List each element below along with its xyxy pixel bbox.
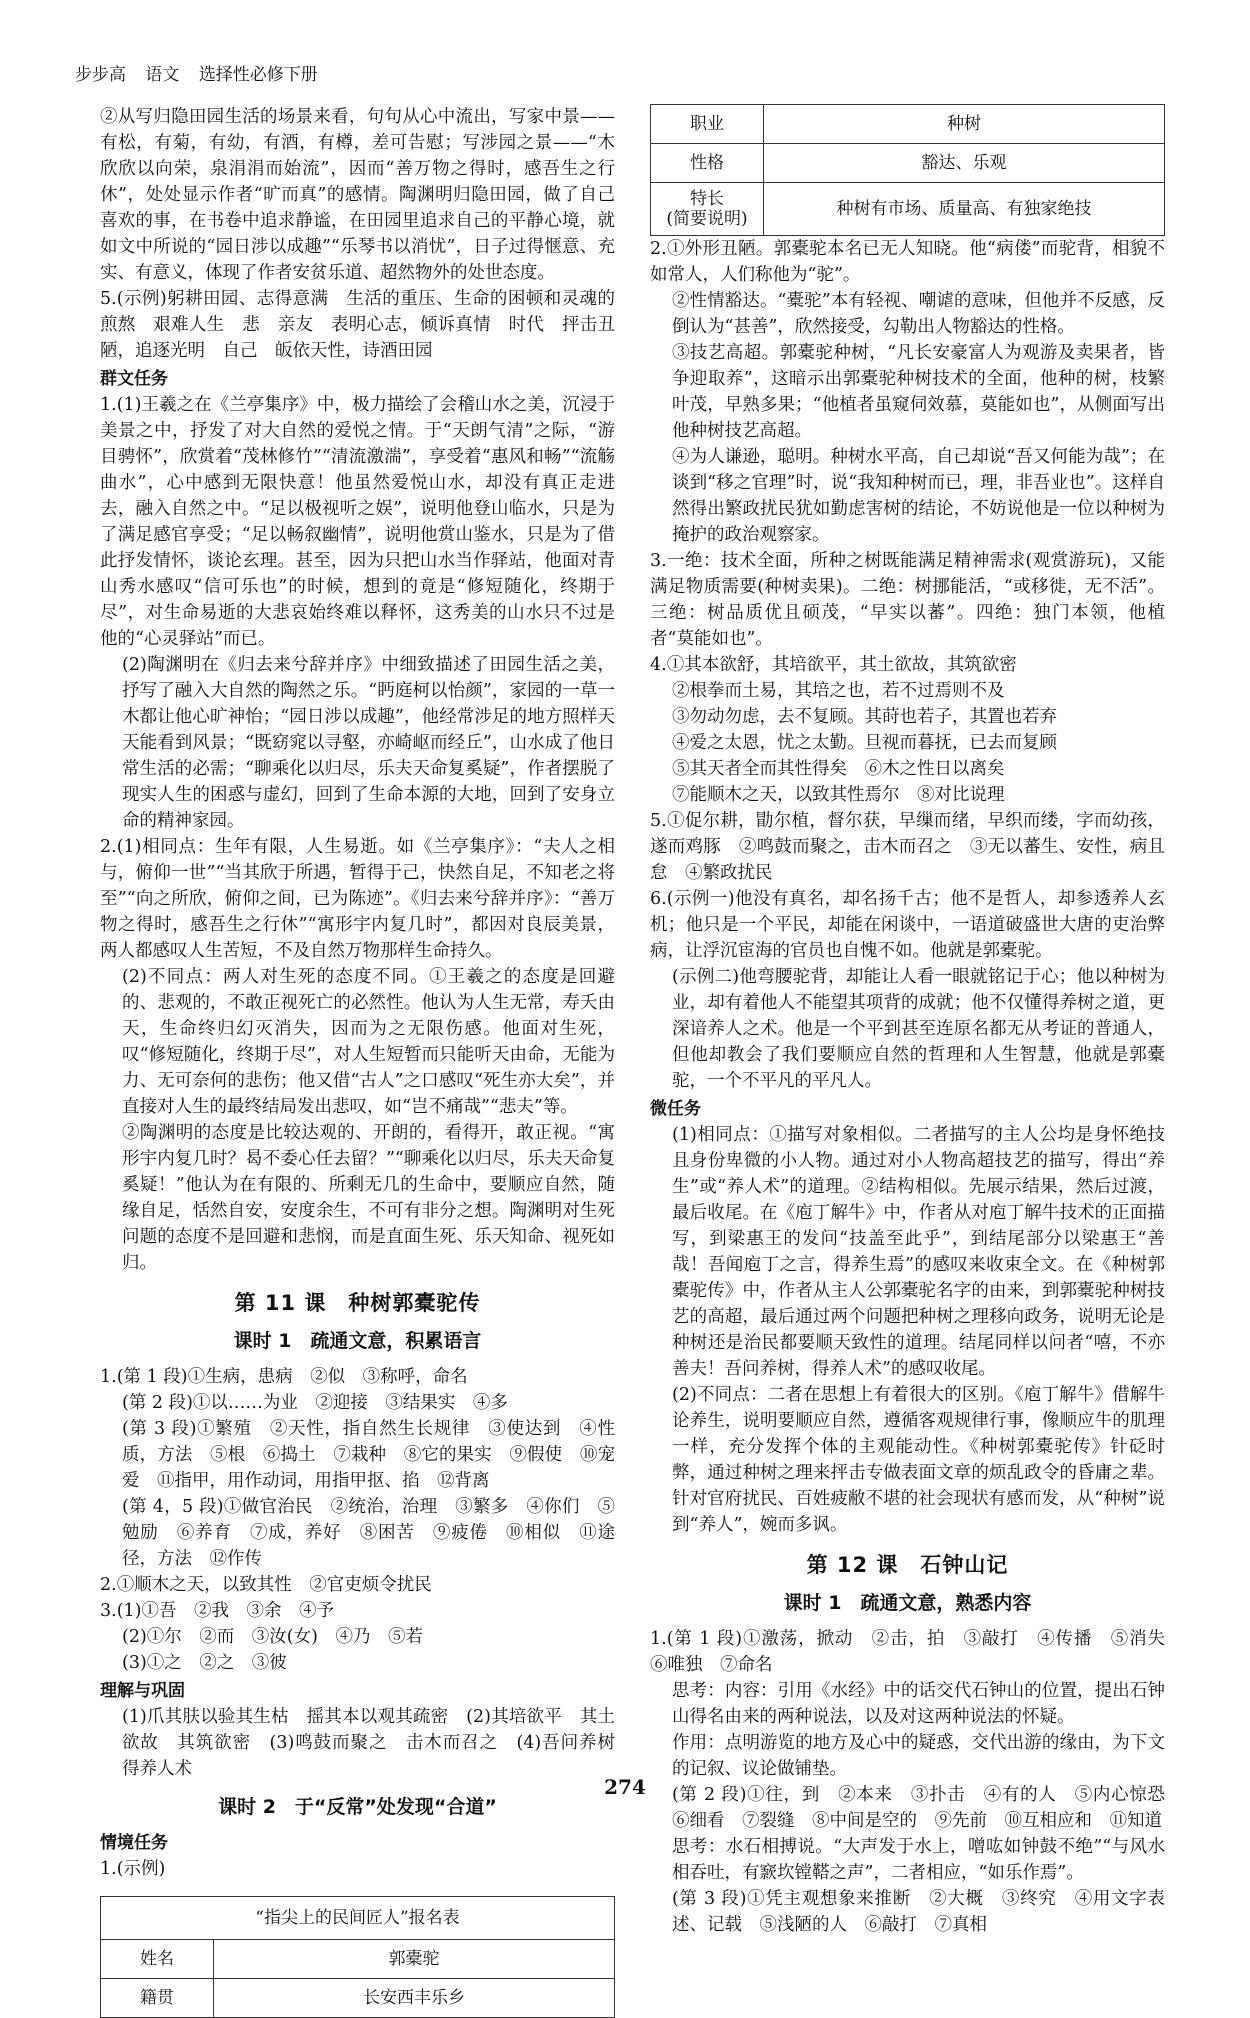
paragraph: ③勿动勿虑，去不复顾。其莳也若子，其置也若弃 — [672, 707, 1057, 727]
paragraph: 2.①顺木之天，以致其性 ②官吏烦令扰民 — [100, 1575, 432, 1595]
section-heading: 微任务 — [650, 1099, 701, 1119]
paragraph: 5.(示例)躬耕田园、志得意满 生活的重压、生命的困顿和灵魂的煎熬 艰难人生 悲 亲友 表明心志，倾诉真情 时代 抨击丑陋，追逐光明 自己 皈依天性，诗酒田园 — [100, 289, 615, 361]
paragraph: 5.①促尔耕，勖尔植，督尔获，早缫而绪，早织而缕，字而幼孩，遂而鸡豚 ②鸣鼓而聚之，击木而召之 ③无以蕃生、安性，病且怠 ④繁政扰民 — [650, 811, 1165, 883]
running-header — [75, 60, 332, 85]
table-cell-key: 职业 — [651, 105, 764, 144]
paragraph: 3.一绝：技术全面，所种之树既能满足精神需求(观赏游玩)，又能满足物质需要(种树卖果)。二绝：树挪能活，“或移徙，无不活”。三绝：树品质优且硕茂，“早实以蕃”。四绝：独门本领，他植者“莫能如也”。 — [650, 551, 1165, 649]
paragraph: ⑦能顺木之天，以致其性焉尔 ⑧对比说理 — [672, 785, 1005, 805]
paragraph: 2.(1)相同点：生年有限，人生易逝。如《兰亭集序》：“夫人之相与，俯仰一世”“当其欣于所遇，暂得于己，快然自足，不知老之将至”“向之所欣，俯仰之间，已为陈迹”。《归去来兮辞并序》：“善万物之得时，感吾生之行休”“寓形宇内复几时”，都因对良辰美景，两人都感叹人生苦短，不及自然万物那样生命持久。 — [100, 837, 615, 961]
paragraph: ③技艺高超。郭橐驼种树，“凡长安豪富人为观游及卖果者，皆争迎取养”，这暗示出郭橐驼种树技术的全面，他种的树，枝繁叶茂，早熟多果；“他植者虽窥伺效慕，莫能如也”，从侧面写出他种树技艺高超。 — [672, 343, 1165, 441]
registration-table-part2 — [650, 104, 1165, 236]
table-row — [101, 1979, 615, 2018]
book-name: 步步高 — [75, 65, 126, 85]
table-row — [101, 1940, 615, 1979]
paragraph: ②陶渊明的态度是比较达观的、开朗的，看得开，敢正视。“寓形宇内复几时？曷不委心任去留？”“聊乘化以归尽，乐夫天命复奚疑！”他认为在有限的、所剩无几的生命中，要顺应自然，随缘自足，恬然自安，安度余生，不可有非分之想。陶渊明对生死问题的态度不是回避和悲悯，而是直面生死、乐天知命、视死如归。 — [122, 1123, 615, 1273]
paragraph: 思考：内容：引用《水经》中的话交代石钟山的位置，提出石钟山得名由来的两种说法，以及对这两种说法的怀疑。 — [672, 1681, 1165, 1727]
table-row — [651, 183, 1165, 236]
paragraph: 1.(第 1 段)①生病，患病 ②似 ③称呼，命名 — [100, 1367, 468, 1387]
table-cell-value: 种树有市场、质量高、有独家绝技 — [764, 183, 1165, 236]
paragraph: 3.(1)①吾 ②我 ③余 ④予 — [100, 1601, 334, 1621]
table-cell-key: 籍贯 — [101, 1979, 214, 2018]
subject-name: 语文 — [145, 65, 180, 85]
paragraph: ②从写归隐田园生活的场景来看，句句从心中流出，写家中景——有松，有菊，有幼，有酒，有樽，差可告慰；写涉园之景——“木欣欣以向荣，泉涓涓而始流”，因而“善万物之得时，感吾生之行休”，处处显示作者“旷而真”的感情。陶渊明归隐田园，做了自己喜欢的事，在书卷中追求静谧，在田园里追求自己的平静心境，就如文中所说的“园日涉以成趣”“乐琴书以消忧”，日子过得惬意、充实、有意义，体现了作者安贫乐道、超然物外的处世态度。 — [100, 107, 615, 283]
paragraph: (2)①尔 ②而 ③汝(女) ④乃 ⑤若 — [122, 1627, 423, 1647]
paragraph: (第 2 段)①往，到 ②本来 ③扑击 ④有的人 ⑤内心惊恐 ⑥细看 ⑦裂缝 ⑧中间是空的 ⑨先前 ⑩互相应和 ⑪知道 — [672, 1785, 1183, 1831]
section-heading: 群文任务 — [100, 369, 168, 389]
paragraph: ④为人谦逊，聪明。种树水平高，自己却说“吾又何能为哉”；在谈到“移之官理”时，说“我知种树而已，理，非吾业也”。这样自然得出繁政扰民犹如勤虑害树的结论，不妨说他是一位以种树为掩护的政治观察家。 — [672, 447, 1165, 545]
paragraph: ②性情豁达。“橐驼”本有轻视、嘲谑的意味，但他并不反感，反倒认为“甚善”，欣然接受，勾勒出人物豁达的性格。 — [672, 291, 1165, 337]
paragraph: (1)相同点：①描写对象相似。二者描写的主人公均是身怀绝技且身份卑微的小人物。通过对小人物高超技艺的描写，得出“养生”或“养人术”的道理。②结构相似。先展示结果，然后过渡，最后收尾。在《庖丁解牛》中，作者从对庖丁解牛技术的正面描写，到梁惠王的发问“技盖至此乎”，到结尾部分以梁惠王“善哉！吾闻庖丁之言，得养生焉”的感叹来收束全文。在《种树郭橐驼传》中，作者从主人公郭橐驼名字的由来，到郭橐驼种树技艺的高超，最后通过两个问题把种树之理移向政务，说明无论是种树还是治民都要顺天致性的道理。结尾同样以问者“嘻，不亦善夫！吾问养树，得养人术”的感叹收尾。 — [672, 1125, 1165, 1379]
paragraph: (2)不同点：二者在思想上有着很大的区别。《庖丁解牛》借解牛论养生，说明要顺应自然，遵循客观规律行事，像顺应牛的肌理一样，充分发挥个体的主观能动性。《种树郭橐驼传》针砭时弊，通过种树之理来抨击专做表面文章的烦乱政令的昏庸之辈。针对官府扰民、百姓疲敝不堪的社会现状有感而发，从“种树”说到“养人”，婉而多讽。 — [672, 1385, 1165, 1535]
paragraph: ⑤其天者全而其性得矣 ⑥木之性日以离矣 — [672, 759, 1005, 779]
lesson-title: 第 11 课 种树郭橐驼传 — [234, 1291, 481, 1315]
paragraph: (第 4，5 段)①做官治民 ②统治，治理 ③繁多 ④你们 ⑤勉励 ⑥养育 ⑦成，养好 ⑧困苦 ⑨疲倦 ⑩相似 ⑪途径，方法 ⑫作传 — [122, 1497, 615, 1569]
table-cell-key: 特长 (简要说明) — [651, 183, 764, 236]
paragraph: 4.①其本欲舒，其培欲平，其土欲故，其筑欲密 — [650, 655, 1017, 675]
period-title: 课时 2 于“反常”处发现“合道” — [218, 1796, 497, 1818]
paragraph: (第 2 段)①以……为业 ②迎接 ③结果实 ④多 — [122, 1393, 508, 1413]
paragraph: (2)陶渊明在《归去来兮辞并序》中细致描述了田园生活之美，抒写了融入大自然的陶然之乐。“眄庭柯以怡颜”，家园的一草一木都让他心旷神怡；“园日涉以成趣”，他经常涉足的地方照样天天能看到风景；“既窈窕以寻壑，亦崎岖而经丘”，山水成了他日常生活的必需；“聊乘化以归尽，乐夫天命复奚疑”，作者摆脱了现实人生的困惑与虚幻，回到了生命本源的大地，回到了安身立命的精神家园。 — [122, 655, 615, 831]
paragraph: 作用：点明游览的地方及心中的疑惑，交代出游的缘由，为下文的记叙、议论做铺垫。 — [672, 1733, 1165, 1779]
registration-table-part1 — [100, 1939, 615, 2018]
page-number: 274 — [604, 1775, 646, 1799]
table-cell-key: 姓名 — [101, 1940, 214, 1979]
table-cell-key: 性格 — [651, 144, 764, 183]
table-cell-value: 长安西丰乐乡 — [214, 1979, 615, 2018]
lesson-title: 第 12 课 石钟山记 — [806, 1553, 1009, 1577]
table-row — [651, 144, 1165, 183]
paragraph: 6.(示例一)他没有真名，却名扬千古；他不是哲人，却参透养人玄机；他只是一个平民，却能在闲谈中，一语道破盛世大唐的吏治弊病，让浮沉宦海的官员也自愧不如。他就是郭橐驼。 — [650, 889, 1165, 961]
volume-name: 选择性必修下册 — [198, 65, 318, 85]
paragraph: 1.(示例) — [100, 1859, 166, 1879]
section-heading: 理解与巩固 — [100, 1681, 185, 1701]
right-column — [650, 104, 1183, 1938]
paragraph: ④爱之太恩，忧之太勤。旦视而暮抚，已去而复顾 — [672, 733, 1057, 753]
paragraph: 2.①外形丑陋。郭橐驼本名已无人知晓。他“病偻”而驼背，相貌不如常人，人们称他为“驼”。 — [650, 239, 1165, 285]
paragraph: (第 3 段)①凭主观想象来推断 ②大概 ③终究 ④用文字表述、记载 ⑤浅陋的人 ⑥敲打 ⑦真相 — [672, 1889, 1165, 1935]
period-title: 课时 1 疏通文意，熟悉内容 — [783, 1592, 1032, 1614]
paragraph: (示例二)他弯腰驼背，却能让人看一眼就铭记于心；他以种树为业，却有着他人不能望其项背的成就；他不仅懂得养树之道，更深谙养人之术。他是一个平到甚至连原名都无从考证的普通人，但他却教会了我们要顺应自然的哲理和人生智慧，他就是郭橐驼，一个不平凡的平凡人。 — [672, 967, 1165, 1091]
section-heading: 情境任务 — [100, 1833, 168, 1853]
paragraph: ②根拳而土易，其培之也，若不过焉则不及 — [672, 681, 1005, 701]
period-title: 课时 1 疏通文意，积累语言 — [233, 1330, 482, 1352]
paragraph: (1)爪其肤以验其生枯 摇其本以观其疏密 (2)其培欲平 其土欲故 其筑欲密 (3)鸣鼓而聚之 击木而召之 (4)吾问养树 得养人术 — [122, 1707, 633, 1779]
table-cell-value: 种树 — [764, 105, 1165, 144]
paragraph: 1.(1)王羲之在《兰亭集序》中，极力描绘了会稽山水之美，沉浸于美景之中，抒发了对大自然的爱悦之情。于“天朗气清”之际，“游目骋怀”，欣赏着“茂林修竹”“清流激湍”，享受着“惠风和畅”“流觞曲水”，心中感到无限快意！他虽然爱悦山水，却没有真正走进去，融入自然之中。“足以极视听之娱”，说明他登山临水，只是为了满足感官享受；“足以畅叙幽情”，说明他赏山鉴水，只是为了借此抒发情怀，谈论玄理。甚至，因为只把山水当作驿站，他面对青山秀水感叹“信可乐也”的时候，想到的竟是“修短随化，终期于尽”，对生命易逝的大悲哀始终难以释怀，这秀美的山水只不过是他的“心灵驿站”而已。 — [100, 395, 615, 649]
table-cell-value: 郭橐驼 — [214, 1940, 615, 1979]
table-row — [651, 105, 1165, 144]
paragraph: (2)不同点：两人对生死的态度不同。①王羲之的态度是回避的、悲观的，不敢正视死亡的必然性。他认为人生无常，寿夭由天，生命终归幻灭消失，因而为之无限伤感。他面对生死，叹“修短随化，终期于尽”，对人生短暂而只能听天由命，无能为力、无可奈何的悲伤；他又借“古人”之口感叹“死生亦大矣”，并直接对人生的最终结局发出悲叹，如“岂不痛哉”“悲夫”等。 — [122, 967, 615, 1117]
paragraph: (3)①之 ②之 ③彼 — [122, 1653, 287, 1673]
paragraph: 1.(第 1 段)①激荡，掀动 ②击，拍 ③敲打 ④传播 ⑤消失 ⑥唯独 ⑦命名 — [650, 1629, 1183, 1675]
table-title: “指尖上的民间匠人”报名表 — [100, 1896, 615, 1939]
paragraph: (第 3 段)①繁殖 ②天性，指自然生长规律 ③使达到 ④性质，方法 ⑤根 ⑥捣土 ⑦栽种 ⑧它的果实 ⑨假使 ⑩宠爱 ⑪指甲，用作动词，用指甲抠、掐 ⑫背离 — [122, 1419, 615, 1491]
paragraph: 思考：水石相搏说。“大声发于水上，噌吰如钟鼓不绝”“与风水相吞吐，有窾坎镗鞳之声”，二者相应，“如乐作焉”。 — [672, 1837, 1165, 1883]
table-cell-value: 豁达、乐观 — [764, 144, 1165, 183]
